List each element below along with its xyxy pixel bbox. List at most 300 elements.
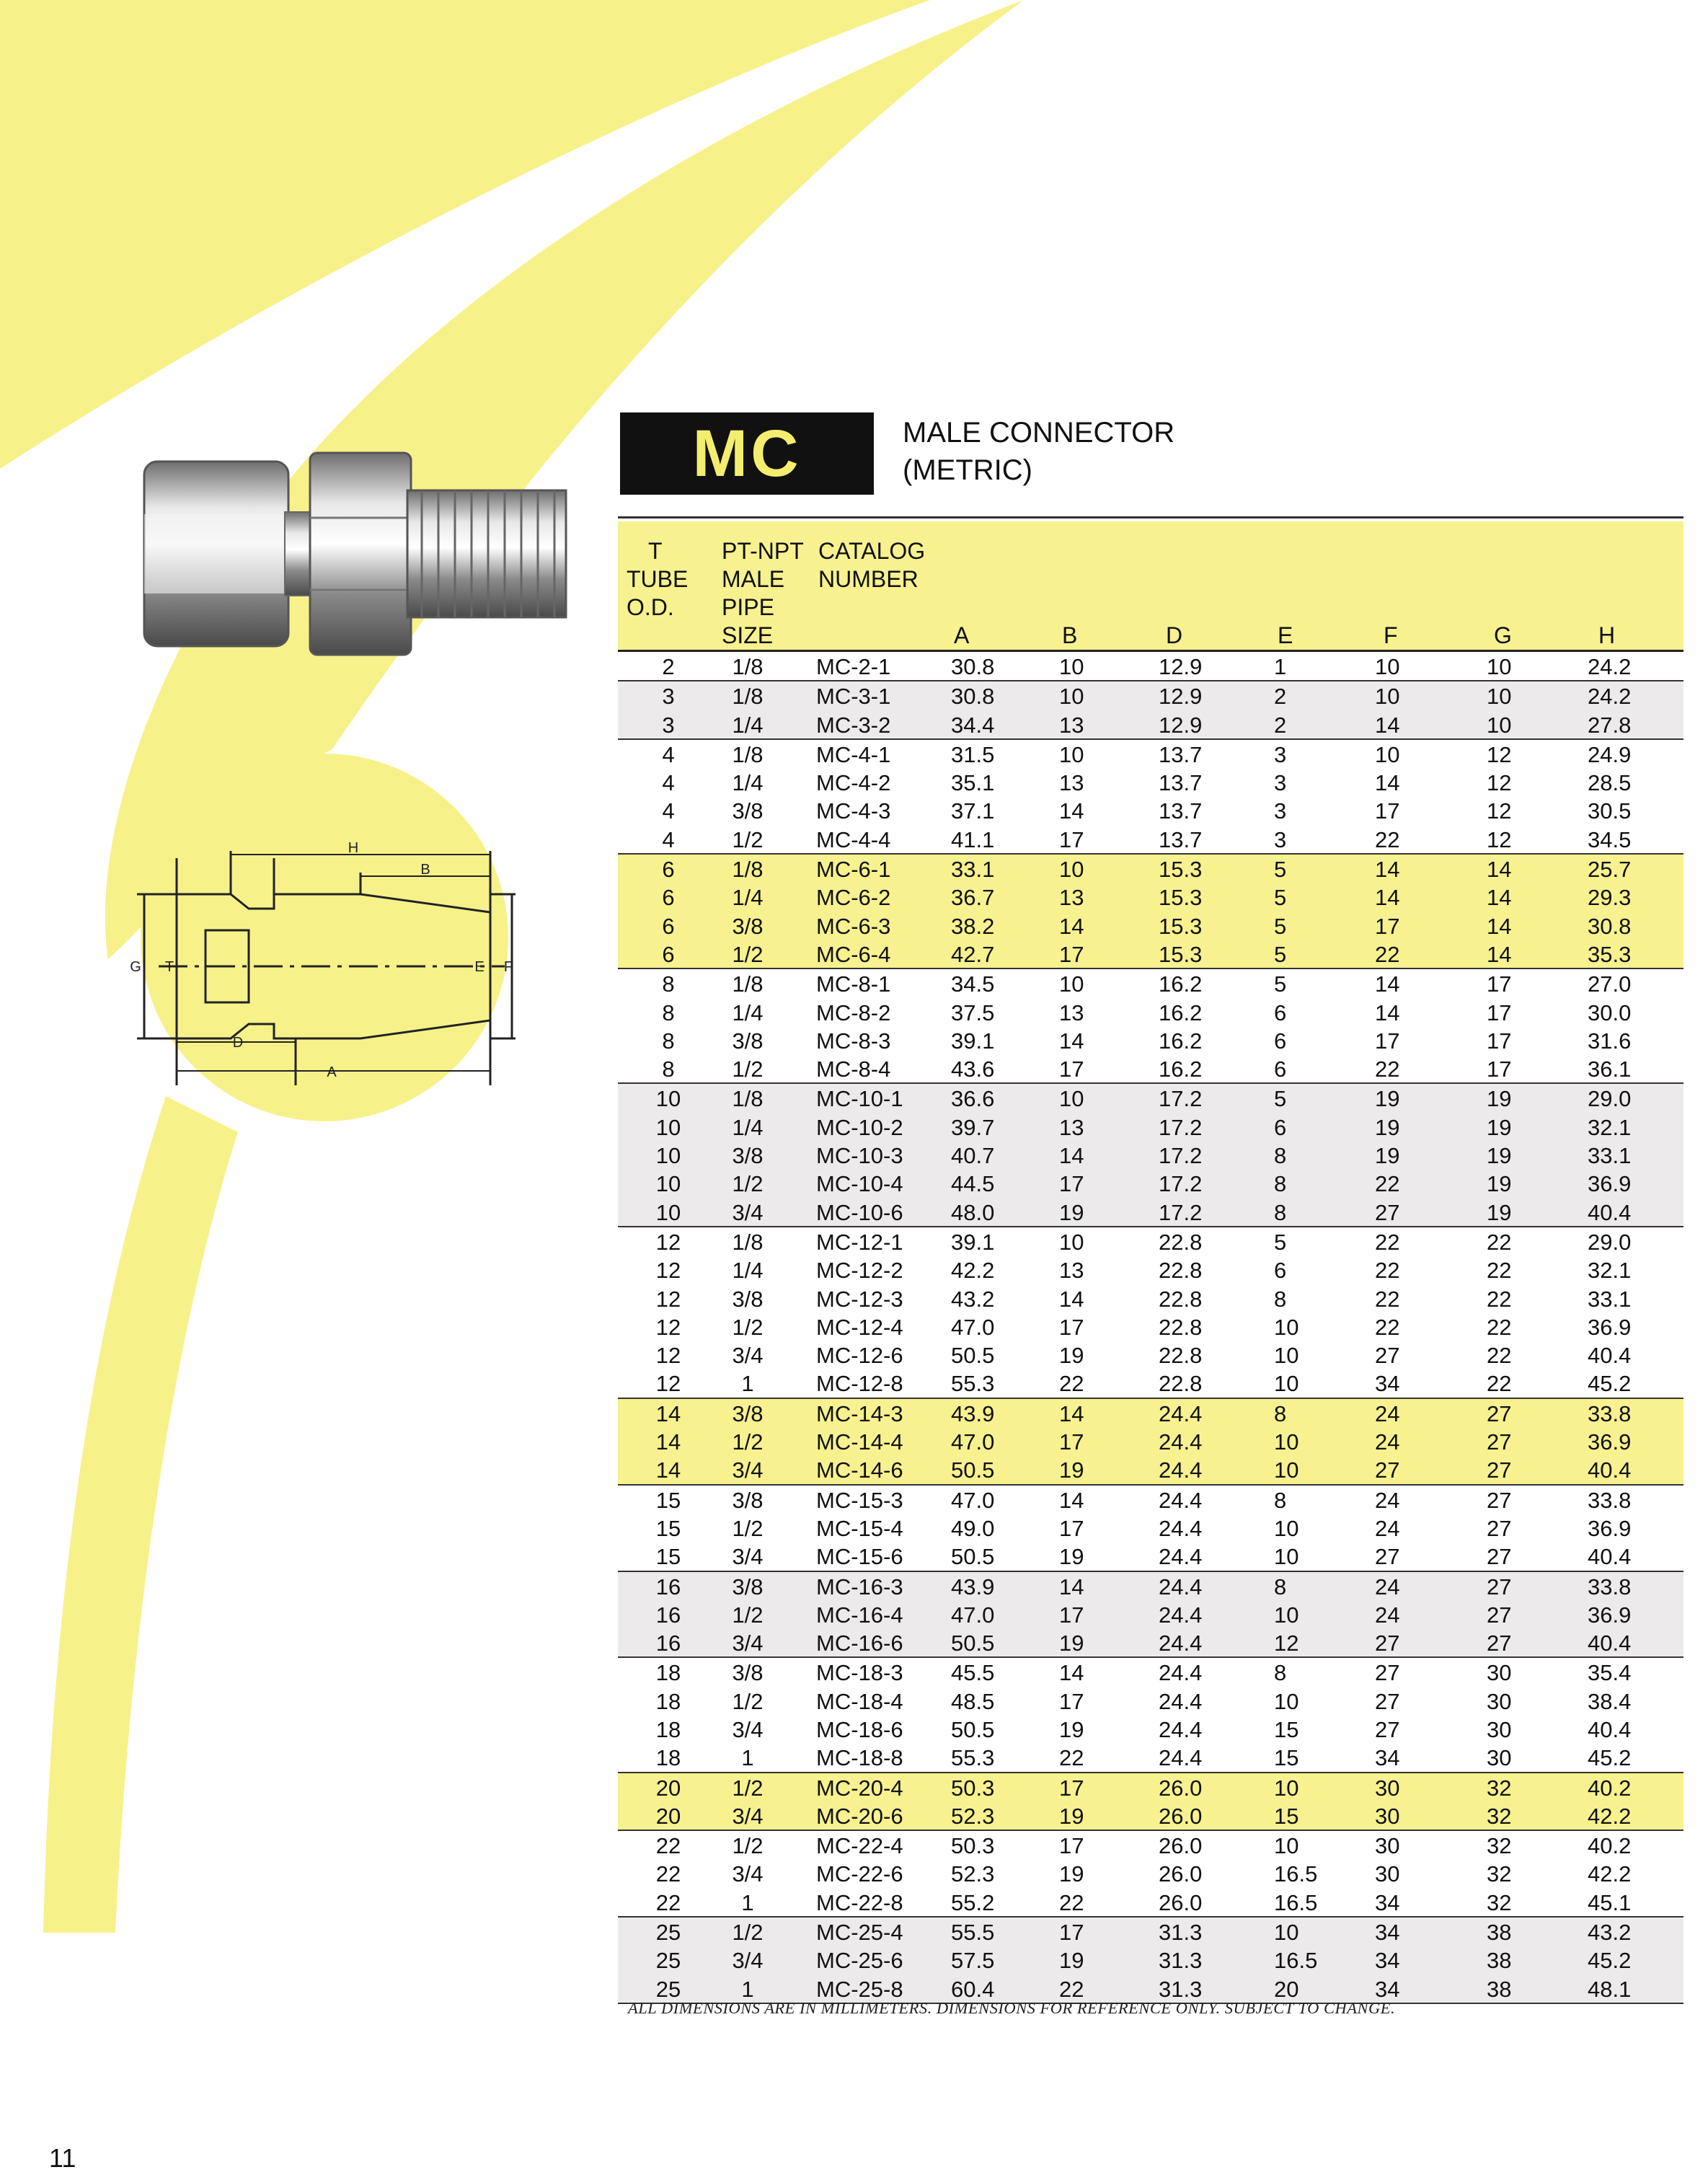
table-row	[618, 1341, 1683, 1369]
table-row	[618, 1369, 1683, 1397]
cell-dim-d: 22.8	[1159, 1314, 1203, 1340]
cell-dim-e: 15	[1274, 1716, 1299, 1742]
cell-catalog-number: MC-18-4	[816, 1688, 903, 1714]
cell-dim-h: 36.9	[1588, 1314, 1632, 1340]
cell-dim-d: 12.9	[1159, 654, 1203, 679]
cell-dim-g: 27	[1487, 1457, 1512, 1483]
cell-dim-d: 26.0	[1159, 1775, 1203, 1801]
cell-dim-a: 38.2	[951, 913, 995, 939]
male-connector-photo	[137, 446, 584, 662]
cell-dim-b: 14	[1059, 1400, 1084, 1426]
cell-dim-a: 50.3	[951, 1775, 995, 1801]
header-a: A	[954, 622, 970, 648]
cell-dim-b: 10	[1059, 741, 1084, 767]
cell-dim-e: 8	[1274, 1574, 1287, 1599]
cell-pipe-size: 3/8	[732, 1143, 764, 1169]
cell-dim-f: 19	[1375, 1114, 1400, 1140]
cell-dim-f: 24	[1375, 1515, 1400, 1541]
cell-catalog-number: MC-8-4	[816, 1056, 891, 1082]
cell-dim-a: 57.5	[951, 1948, 995, 1974]
cell-tube-od: 25	[655, 1948, 681, 1974]
cell-dim-e: 16.5	[1274, 1948, 1318, 1974]
table-body	[618, 652, 1683, 2004]
cell-dim-f: 14	[1375, 999, 1400, 1025]
cell-tube-od: 6	[662, 857, 675, 883]
cell-dim-h: 32.1	[1588, 1258, 1632, 1284]
cell-dim-f: 27	[1375, 1716, 1400, 1742]
cell-dim-h: 43.2	[1588, 1920, 1632, 1946]
cell-dim-e: 6	[1274, 999, 1287, 1025]
cell-tube-od: 20	[655, 1803, 681, 1829]
cell-dim-b: 19	[1059, 1716, 1084, 1742]
table-row	[618, 1026, 1683, 1054]
row-group	[618, 969, 1683, 1084]
cell-dim-h: 40.4	[1588, 1630, 1632, 1656]
cell-dim-b: 17	[1059, 1171, 1084, 1197]
cell-dim-b: 14	[1059, 798, 1084, 824]
cell-dim-d: 24.4	[1159, 1574, 1203, 1599]
cell-pipe-size: 3/4	[732, 1716, 764, 1742]
cell-catalog-number: MC-4-2	[816, 770, 891, 796]
cell-dim-e: 10	[1274, 1920, 1299, 1946]
cell-dim-f: 10	[1375, 654, 1400, 679]
cell-dim-e: 10	[1274, 1515, 1299, 1541]
cell-dim-b: 14	[1059, 1143, 1084, 1169]
cell-dim-e: 5	[1274, 857, 1287, 883]
cell-dim-g: 27	[1487, 1602, 1512, 1628]
cell-dim-a: 50.5	[951, 1544, 995, 1570]
cell-catalog-number: MC-12-3	[816, 1286, 903, 1312]
cell-dim-g: 27	[1487, 1515, 1512, 1541]
cell-dim-a: 48.5	[951, 1688, 995, 1714]
series-code-box	[620, 412, 874, 495]
cell-dim-d: 24.4	[1159, 1630, 1203, 1656]
cell-dim-a: 37.5	[951, 999, 995, 1025]
cell-dim-f: 30	[1375, 1833, 1400, 1859]
cell-pipe-size: 3/4	[732, 1630, 764, 1656]
cell-dim-a: 39.1	[951, 1229, 995, 1255]
table-row	[618, 1486, 1683, 1514]
cell-dim-d: 24.4	[1159, 1487, 1203, 1513]
table-row	[618, 681, 1683, 710]
cell-catalog-number: MC-18-8	[816, 1745, 903, 1771]
cell-dim-f: 24	[1375, 1574, 1400, 1599]
cell-tube-od: 8	[662, 999, 675, 1025]
cell-dim-e: 6	[1274, 1114, 1287, 1140]
cell-dim-g: 38	[1487, 1948, 1512, 1974]
cell-catalog-number: MC-25-6	[816, 1948, 903, 1974]
cell-dim-a: 43.6	[951, 1056, 995, 1082]
cell-tube-od: 10	[655, 1171, 681, 1197]
cell-catalog-number: MC-12-6	[816, 1343, 903, 1369]
cell-dim-b: 13	[1059, 1114, 1084, 1140]
cell-tube-od: 22	[655, 1833, 681, 1859]
table-row	[618, 1658, 1683, 1686]
cell-dim-b: 22	[1059, 1976, 1084, 2002]
cell-dim-h: 30.8	[1588, 913, 1632, 939]
cell-dim-f: 27	[1375, 1457, 1400, 1483]
cell-dim-a: 39.7	[951, 1114, 995, 1140]
cell-dim-e: 5	[1274, 1086, 1287, 1112]
cell-dim-g: 22	[1487, 1343, 1512, 1369]
cell-dim-e: 3	[1274, 826, 1287, 852]
cell-pipe-size: 1/2	[732, 826, 764, 852]
cell-catalog-number: MC-10-2	[816, 1114, 903, 1140]
cell-dim-d: 31.3	[1159, 1920, 1203, 1946]
cell-catalog-number: MC-10-4	[816, 1171, 903, 1197]
cell-tube-od: 10	[655, 1143, 681, 1169]
cell-catalog-number: MC-12-4	[816, 1314, 903, 1340]
cell-dim-d: 24.4	[1159, 1429, 1203, 1455]
cell-dim-a: 42.2	[951, 1258, 995, 1284]
cell-dim-g: 17	[1487, 1056, 1512, 1082]
cell-pipe-size: 1/4	[732, 1114, 764, 1140]
cell-dim-f: 19	[1375, 1143, 1400, 1169]
cell-dim-d: 12.9	[1159, 712, 1203, 738]
cell-dim-e: 20	[1274, 1976, 1299, 2002]
cell-dim-h: 27.8	[1588, 712, 1632, 738]
cell-dim-b: 14	[1059, 1487, 1084, 1513]
table-row	[618, 1227, 1683, 1256]
table-header	[618, 521, 1683, 652]
header-pipe-size: PT-NPT MALE PIPE SIZE	[722, 538, 804, 648]
cell-dim-f: 22	[1375, 1229, 1400, 1255]
table-row	[618, 1427, 1683, 1455]
cell-dim-a: 55.3	[951, 1371, 995, 1397]
cell-dim-g: 30	[1487, 1688, 1512, 1714]
table-row	[618, 1600, 1683, 1628]
cell-dim-b: 13	[1059, 885, 1084, 911]
label-g: G	[130, 959, 141, 975]
cell-dim-a: 37.1	[951, 798, 995, 824]
cell-dim-d: 17.2	[1159, 1199, 1203, 1225]
cell-dim-f: 24	[1375, 1487, 1400, 1513]
cell-dim-f: 30	[1375, 1861, 1400, 1887]
cell-dim-g: 30	[1487, 1745, 1512, 1771]
cell-tube-od: 18	[655, 1660, 681, 1686]
table-row	[618, 796, 1683, 824]
cell-dim-b: 19	[1059, 1544, 1084, 1570]
cell-pipe-size: 3/8	[732, 1400, 764, 1426]
cell-dim-b: 17	[1059, 1920, 1084, 1946]
cell-dim-e: 3	[1274, 770, 1287, 796]
header-tube-od: T TUBE O.D.	[627, 538, 689, 620]
table-row	[618, 1542, 1683, 1570]
row-group	[618, 1486, 1683, 1572]
cell-dim-e: 10	[1274, 1833, 1299, 1859]
cell-dim-b: 13	[1059, 770, 1084, 796]
cell-dim-a: 50.5	[951, 1343, 995, 1369]
cell-dim-d: 17.2	[1159, 1114, 1203, 1140]
cell-dim-e: 10	[1274, 1314, 1299, 1340]
cell-dim-a: 49.0	[951, 1515, 995, 1541]
cell-dim-a: 50.3	[951, 1833, 995, 1859]
cell-dim-g: 17	[1487, 999, 1512, 1025]
header-f: F	[1384, 622, 1398, 648]
cell-dim-a: 47.0	[951, 1487, 995, 1513]
cell-dim-a: 47.0	[951, 1314, 995, 1340]
cell-dim-g: 30	[1487, 1716, 1512, 1742]
cell-tube-od: 4	[662, 770, 675, 796]
cell-dim-d: 22.8	[1159, 1286, 1203, 1312]
cell-catalog-number: MC-22-6	[816, 1861, 903, 1887]
table-row	[618, 855, 1683, 883]
cell-dim-f: 10	[1375, 741, 1400, 767]
cell-pipe-size: 1/2	[732, 1429, 764, 1455]
cell-dim-a: 60.4	[951, 1976, 995, 2002]
row-group	[618, 1658, 1683, 1773]
cell-dim-d: 13.7	[1159, 798, 1203, 824]
cell-dim-h: 31.6	[1588, 1028, 1632, 1054]
cell-dim-g: 14	[1487, 913, 1512, 939]
cell-dim-g: 14	[1487, 885, 1512, 911]
cell-dim-a: 34.5	[951, 971, 995, 997]
cell-dim-b: 17	[1059, 1314, 1084, 1340]
cell-dim-g: 32	[1487, 1861, 1512, 1887]
cell-pipe-size: 3/4	[732, 1457, 764, 1483]
cell-dim-g: 19	[1487, 1086, 1512, 1112]
cell-dim-b: 19	[1059, 1630, 1084, 1656]
cell-dim-h: 33.1	[1588, 1286, 1632, 1312]
cell-dim-a: 30.8	[951, 684, 995, 710]
row-group	[618, 1918, 1683, 2004]
cell-tube-od: 12	[655, 1258, 681, 1284]
cell-pipe-size: 1	[741, 1745, 754, 1771]
cell-dim-d: 24.4	[1159, 1660, 1203, 1686]
cell-dim-g: 12	[1487, 770, 1512, 796]
cell-dim-a: 52.3	[951, 1803, 995, 1829]
cell-tube-od: 10	[655, 1199, 681, 1225]
cell-dim-b: 10	[1059, 971, 1084, 997]
cell-dim-d: 17.2	[1159, 1171, 1203, 1197]
cell-dim-h: 29.0	[1588, 1086, 1632, 1112]
table-row	[618, 710, 1683, 738]
cell-dim-h: 32.1	[1588, 1114, 1632, 1140]
cell-catalog-number: MC-12-8	[816, 1371, 903, 1397]
cell-dim-d: 16.2	[1159, 1056, 1203, 1082]
cell-dim-h: 35.3	[1588, 941, 1632, 967]
cell-dim-f: 24	[1375, 1429, 1400, 1455]
cell-dim-b: 10	[1059, 1229, 1084, 1255]
cell-pipe-size: 1/2	[732, 941, 764, 967]
cell-dim-e: 10	[1274, 1544, 1299, 1570]
table-row	[618, 652, 1683, 680]
cell-tube-od: 12	[655, 1229, 681, 1255]
cell-tube-od: 3	[662, 684, 675, 710]
cell-dim-f: 27	[1375, 1630, 1400, 1656]
cell-pipe-size: 1/4	[732, 885, 764, 911]
cell-dim-g: 17	[1487, 1028, 1512, 1054]
cell-dim-e: 10	[1274, 1371, 1299, 1397]
cell-dim-b: 14	[1059, 1660, 1084, 1686]
header-b: B	[1062, 622, 1078, 648]
cell-dim-e: 10	[1274, 1775, 1299, 1801]
product-title	[903, 414, 1174, 489]
cell-dim-d: 26.0	[1159, 1803, 1203, 1829]
cell-dim-a: 33.1	[951, 857, 995, 883]
cell-dim-a: 50.5	[951, 1457, 995, 1483]
cell-dim-h: 34.5	[1588, 826, 1632, 852]
cell-catalog-number: MC-16-6	[816, 1630, 903, 1656]
cell-dim-d: 26.0	[1159, 1861, 1203, 1887]
cell-pipe-size: 3/4	[732, 1948, 764, 1974]
cell-dim-d: 13.7	[1159, 826, 1203, 852]
cell-dim-g: 27	[1487, 1544, 1512, 1570]
cell-dim-f: 22	[1375, 1171, 1400, 1197]
cell-tube-od: 6	[662, 885, 675, 911]
cell-dim-g: 19	[1487, 1199, 1512, 1225]
cell-tube-od: 14	[655, 1400, 681, 1426]
cell-dim-g: 38	[1487, 1976, 1512, 2002]
cell-dim-h: 29.0	[1588, 1229, 1632, 1255]
cell-pipe-size: 1	[741, 1371, 754, 1397]
dimension-drawing	[115, 837, 519, 1096]
cell-tube-od: 6	[662, 913, 675, 939]
cell-dim-b: 19	[1059, 1199, 1084, 1225]
cell-dim-d: 24.4	[1159, 1515, 1203, 1541]
cell-tube-od: 16	[655, 1630, 681, 1656]
cell-catalog-number: MC-14-4	[816, 1429, 903, 1455]
cell-tube-od: 16	[655, 1574, 681, 1599]
cell-dim-f: 22	[1375, 1286, 1400, 1312]
table-row	[618, 1918, 1683, 1946]
cell-dim-d: 13.7	[1159, 741, 1203, 767]
cell-dim-d: 24.4	[1159, 1544, 1203, 1570]
cell-catalog-number: MC-25-4	[816, 1920, 903, 1946]
cell-pipe-size: 1	[741, 1889, 754, 1915]
cell-dim-d: 24.4	[1159, 1688, 1203, 1714]
cell-catalog-number: MC-15-6	[816, 1544, 903, 1570]
cell-dim-e: 1	[1274, 654, 1287, 679]
cell-pipe-size: 3/4	[732, 1861, 764, 1887]
cell-dim-b: 19	[1059, 1803, 1084, 1829]
cell-tube-od: 25	[655, 1920, 681, 1946]
cell-dim-f: 14	[1375, 971, 1400, 997]
cell-catalog-number: MC-25-8	[816, 1976, 903, 2002]
cell-dim-a: 39.1	[951, 1028, 995, 1054]
cell-dim-b: 13	[1059, 999, 1084, 1025]
cell-tube-od: 3	[662, 712, 675, 738]
label-d: D	[232, 1035, 244, 1051]
cell-catalog-number: MC-4-1	[816, 741, 891, 767]
cell-dim-a: 43.2	[951, 1286, 995, 1312]
table-row	[618, 825, 1683, 853]
cell-dim-g: 32	[1487, 1833, 1512, 1859]
cell-pipe-size: 1	[741, 1976, 754, 2002]
cell-dim-f: 22	[1375, 1258, 1400, 1284]
cell-dim-d: 22.8	[1159, 1229, 1203, 1255]
cell-dim-g: 22	[1487, 1314, 1512, 1340]
row-group	[618, 1084, 1683, 1227]
cell-dim-f: 22	[1375, 1056, 1400, 1082]
cell-dim-a: 36.7	[951, 885, 995, 911]
cell-dim-h: 27.0	[1588, 971, 1632, 997]
cell-dim-e: 10	[1274, 1429, 1299, 1455]
cell-tube-od: 10	[655, 1114, 681, 1140]
cell-tube-od: 4	[662, 798, 675, 824]
cell-pipe-size: 3/8	[732, 1660, 764, 1686]
row-group	[618, 740, 1683, 855]
cell-dim-g: 32	[1487, 1803, 1512, 1829]
cell-dim-b: 10	[1059, 684, 1084, 710]
cell-dim-e: 16.5	[1274, 1889, 1318, 1915]
cell-dim-h: 36.9	[1588, 1515, 1632, 1541]
cell-tube-od: 25	[655, 1976, 681, 2002]
label-f: F	[503, 959, 513, 975]
cell-dim-e: 15	[1274, 1803, 1299, 1829]
cell-dim-g: 30	[1487, 1660, 1512, 1686]
page-number: 11	[49, 2143, 76, 2173]
cell-dim-b: 10	[1059, 857, 1084, 883]
cell-dim-h: 24.2	[1588, 684, 1632, 710]
cell-tube-od: 10	[655, 1086, 681, 1112]
cell-dim-b: 14	[1059, 1028, 1084, 1054]
cell-dim-h: 40.2	[1588, 1775, 1632, 1801]
cell-dim-g: 27	[1487, 1630, 1512, 1656]
cell-dim-g: 12	[1487, 741, 1512, 767]
cell-dim-h: 36.9	[1588, 1602, 1632, 1628]
header-catalog-number: CATALOG NUMBER	[818, 538, 926, 592]
cell-dim-a: 50.5	[951, 1630, 995, 1656]
cell-dim-d: 15.3	[1159, 885, 1203, 911]
cell-dim-d: 17.2	[1159, 1143, 1203, 1169]
cell-tube-od: 18	[655, 1688, 681, 1714]
cell-pipe-size: 3/8	[732, 1286, 764, 1312]
cell-catalog-number: MC-16-4	[816, 1602, 903, 1628]
cell-catalog-number: MC-8-3	[816, 1028, 891, 1054]
cell-tube-od: 15	[655, 1487, 681, 1513]
cell-dim-g: 22	[1487, 1229, 1512, 1255]
cell-dim-b: 17	[1059, 1688, 1084, 1714]
cell-catalog-number: MC-18-3	[816, 1660, 903, 1686]
cell-dim-h: 40.4	[1588, 1199, 1632, 1225]
cell-catalog-number: MC-6-4	[816, 941, 891, 967]
row-group	[618, 1572, 1683, 1659]
cell-dim-g: 12	[1487, 826, 1512, 852]
row-group	[618, 855, 1683, 969]
table-row	[618, 1054, 1683, 1082]
cell-tube-od: 12	[655, 1343, 681, 1369]
cell-dim-g: 27	[1487, 1574, 1512, 1599]
cell-tube-od: 4	[662, 741, 675, 767]
cell-dim-b: 17	[1059, 1602, 1084, 1628]
cell-dim-h: 33.1	[1588, 1143, 1632, 1169]
cell-dim-f: 14	[1375, 857, 1400, 883]
cell-pipe-size: 1/2	[732, 1171, 764, 1197]
table-row	[618, 1572, 1683, 1600]
cell-dim-e: 12	[1274, 1630, 1299, 1656]
table-row	[618, 1198, 1683, 1226]
cell-dim-h: 45.2	[1588, 1948, 1632, 1974]
cell-dim-e: 16.5	[1274, 1861, 1318, 1887]
cell-dim-b: 17	[1059, 1429, 1084, 1455]
cell-dim-d: 15.3	[1159, 913, 1203, 939]
cell-dim-h: 30.0	[1588, 999, 1632, 1025]
cell-dim-d: 15.3	[1159, 941, 1203, 967]
cell-dim-e: 5	[1274, 1229, 1287, 1255]
cell-dim-g: 22	[1487, 1258, 1512, 1284]
cell-dim-e: 10	[1274, 1688, 1299, 1714]
cell-dim-f: 34	[1375, 1948, 1400, 1974]
cell-pipe-size: 1/2	[732, 1314, 764, 1340]
table-row	[618, 1312, 1683, 1341]
cell-dim-e: 8	[1274, 1171, 1287, 1197]
cell-dim-f: 10	[1375, 684, 1400, 710]
cell-dim-e: 10	[1274, 1343, 1299, 1369]
cell-dim-f: 30	[1375, 1775, 1400, 1801]
cell-pipe-size: 3/4	[732, 1343, 764, 1369]
cell-dim-f: 22	[1375, 826, 1400, 852]
